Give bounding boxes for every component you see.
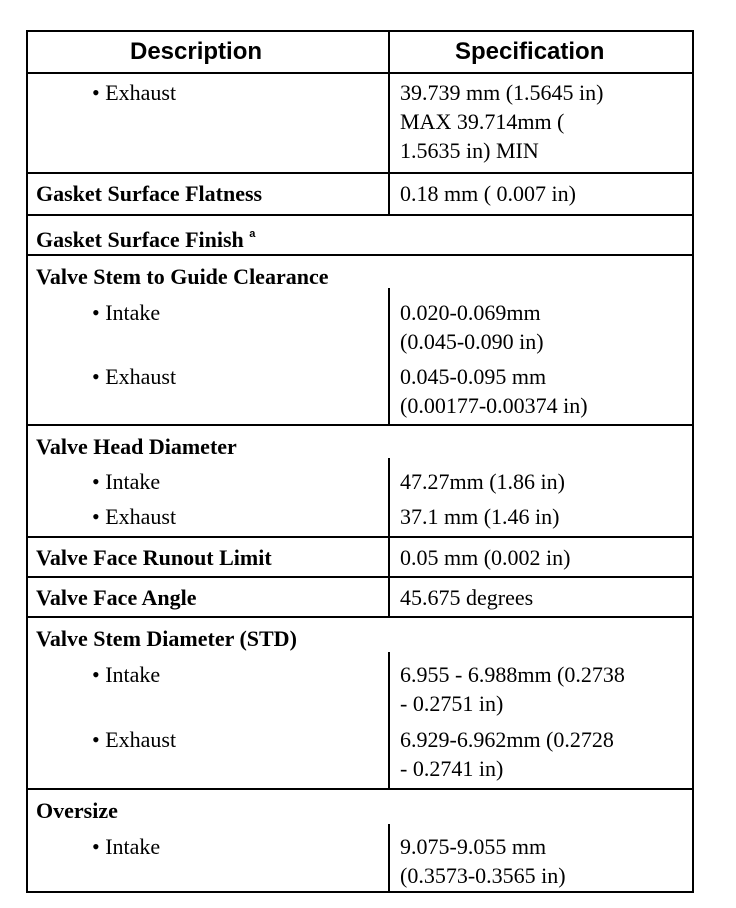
- face-angle-spec: 45.675 degrees: [400, 585, 534, 610]
- exhaust-label: • Exhaust: [92, 80, 177, 105]
- face-angle-label: Valve Face Angle: [36, 585, 197, 610]
- stem-guide-intake-label: • Intake: [92, 300, 161, 325]
- gasket-finish-label: Gasket Surface Finish $^a$: [36, 227, 256, 252]
- stem-diameter-exhaust-spec-1: 6.929-6.962mm (0.2728: [400, 727, 614, 752]
- stem-guide-intake-spec-2: (0.045-0.090 in): [400, 329, 544, 354]
- header-row: [28, 32, 692, 72]
- head-diameter-intake-spec: 47.27mm (1.86 in): [400, 469, 565, 494]
- head-diameter-exhaust-spec: 37.1 mm (1.46 in): [400, 504, 560, 529]
- stem-guide-exhaust-spec-2: (0.00177-0.00374 in): [400, 393, 588, 418]
- table-row-gasket-finish: [28, 214, 692, 256]
- oversize-intake-spec-2: (0.3573-0.3565 in): [400, 863, 566, 888]
- table-row-head-diameter: [28, 424, 692, 538]
- table-row-stem-diameter: [28, 616, 692, 790]
- oversize-label: Oversize: [36, 798, 118, 823]
- header-description: Description: [130, 38, 263, 65]
- table-row-face-angle: [28, 576, 692, 618]
- runout-spec: 0.05 mm (0.002 in): [400, 545, 571, 570]
- stem-guide-intake-spec-1: 0.020-0.069mm: [400, 300, 541, 325]
- stem-diameter-exhaust-spec-2: - 0.2741 in): [400, 756, 504, 781]
- stem-guide-label: Valve Stem to Guide Clearance: [36, 264, 329, 289]
- footnote-marker: a: [249, 228, 256, 240]
- oversize-intake-label: • Intake: [92, 834, 161, 859]
- exhaust-spec-1: 39.739 mm (1.5645 in): [400, 80, 604, 105]
- stem-diameter-exhaust-label: • Exhaust: [92, 727, 177, 752]
- head-diameter-intake-label: • Intake: [92, 469, 161, 494]
- runout-label: Valve Face Runout Limit: [36, 545, 272, 570]
- table-row-oversize: [28, 788, 692, 895]
- table-row-stem-guide: [28, 254, 692, 426]
- table-row-runout: [28, 536, 692, 578]
- head-diameter-label: Valve Head Diameter: [36, 434, 237, 459]
- gasket-flatness-spec: 0.18 mm ( 0.007 in): [400, 181, 576, 206]
- stem-diameter-intake-spec-1: 6.955 - 6.988mm (0.2738: [400, 662, 625, 687]
- stem-guide-exhaust-spec-1: 0.045-0.095 mm: [400, 364, 547, 389]
- stem-diameter-intake-label: • Intake: [92, 662, 161, 687]
- spec-table: [26, 30, 694, 893]
- stem-diameter-label: Valve Stem Diameter (STD): [36, 626, 297, 651]
- head-diameter-exhaust-label: • Exhaust: [92, 504, 177, 529]
- stem-diameter-intake-spec-2: - 0.2751 in): [400, 691, 504, 716]
- oversize-intake-spec-1: 9.075-9.055 mm: [400, 834, 547, 859]
- table-row-gasket-flatness: [28, 172, 692, 216]
- header-specification: Specification: [455, 38, 605, 65]
- exhaust-spec-2: MAX 39.714mm (: [400, 109, 565, 134]
- table-row-exhaust: [28, 72, 692, 174]
- exhaust-spec-3: 1.5635 in) MIN: [400, 138, 539, 163]
- stem-guide-exhaust-label: • Exhaust: [92, 364, 177, 389]
- gasket-flatness-label: Gasket Surface Flatness: [36, 181, 263, 206]
